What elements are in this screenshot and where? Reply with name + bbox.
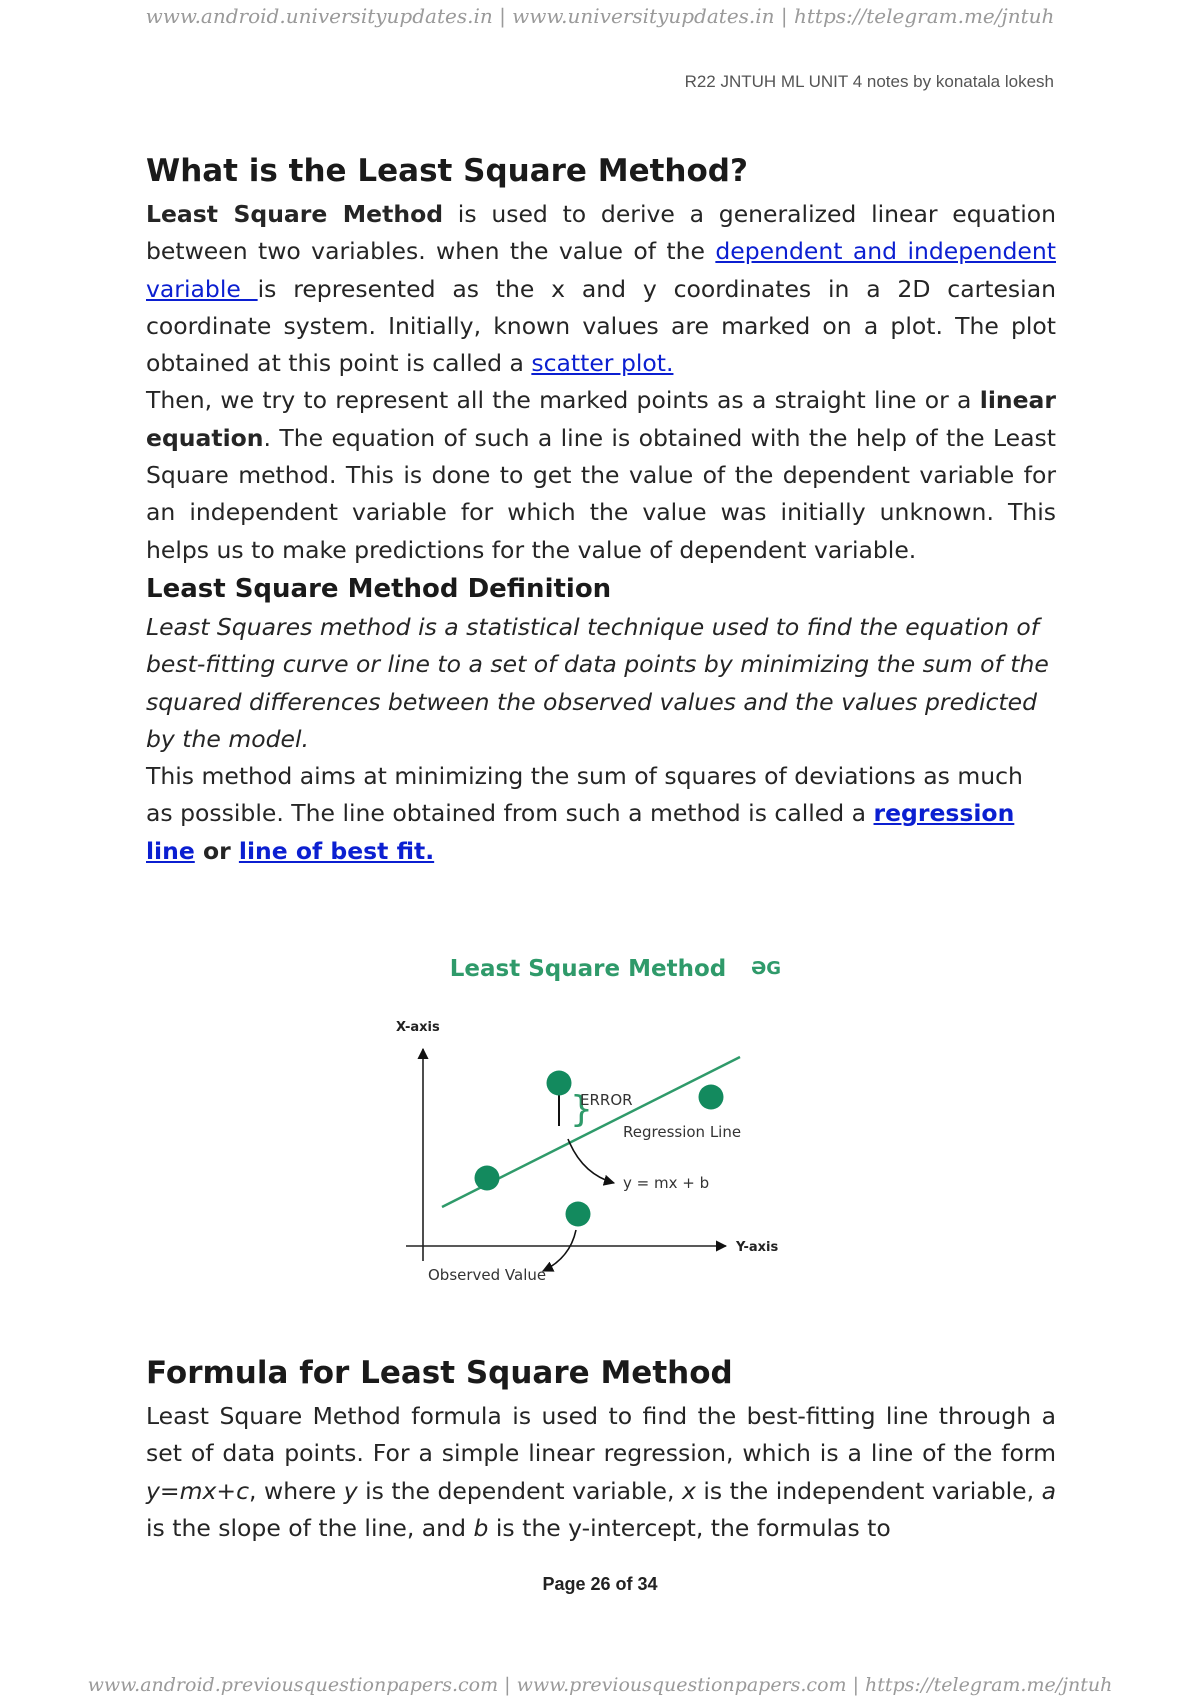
- data-point: [566, 1202, 591, 1227]
- watermark-top: www.android.universityupdates.in | www.universityupdates.in | https://telegram.me/jntuh: [145, 4, 1055, 28]
- formula-text-5: is the slope of the line, and: [146, 1513, 474, 1542]
- var-x: x: [681, 1476, 696, 1505]
- equation-label: y = mx + b: [623, 1174, 710, 1193]
- formula-text-1: Least Square Method formula is used to find the best-fitting line through a set of data points. For a simple linear regression, which is a line of the form: [146, 1402, 1056, 1468]
- brand-logo-icon: ƏG: [750, 958, 782, 980]
- intro-paragraph: [146, 196, 1056, 382]
- error-label: ERROR: [580, 1091, 633, 1110]
- formula-text-6: is the y-intercept, the formulas to: [488, 1513, 891, 1542]
- error-brace: }: [570, 1089, 593, 1131]
- watermark-bottom: www.android.previousquestionpapers.com | www.previousquestionpapers.com | https://telegram.me/jntuh: [87, 1674, 1113, 1696]
- formula-text-2: , where: [249, 1476, 344, 1505]
- figure-title: Least Square Method: [449, 956, 727, 983]
- linear-equation-paragraph: [146, 382, 1056, 568]
- observed-value-label: Observed Value: [428, 1266, 547, 1285]
- page-content: [146, 146, 1056, 1547]
- x-axis-label: X-axis: [396, 1020, 440, 1036]
- link-scatter-plot[interactable]: scatter plot.: [531, 349, 674, 378]
- formula-text-4: is the independent variable,: [695, 1476, 1042, 1505]
- formula-section: [146, 1348, 1056, 1547]
- term-linear-equation: linear equation: [146, 386, 1056, 452]
- data-point: [699, 1085, 724, 1110]
- formula-paragraph: [146, 1398, 1056, 1547]
- formula-form: y=mx+c: [146, 1476, 250, 1505]
- var-y: y: [343, 1476, 358, 1505]
- observed-value-arrow: [543, 1230, 576, 1271]
- data-point: [547, 1071, 572, 1096]
- regression-paragraph: [146, 758, 1056, 870]
- page-number: Page 26 of 34: [542, 1574, 658, 1594]
- data-point: [475, 1166, 500, 1191]
- link-dependent-independent-variable[interactable]: dependent and independent variable: [146, 237, 1056, 303]
- link-line-of-best-fit[interactable]: line of best fit.: [238, 836, 435, 865]
- least-square-diagram: [396, 946, 816, 1316]
- definition-heading: Least Square Method Definition: [146, 573, 612, 604]
- term-least-square-method: Least Square Method: [146, 200, 444, 228]
- formula-section-title: Formula for Least Square Method: [146, 1355, 733, 1392]
- definition-text: Least Squares method is a statistical technique used to find the equation of best-fitting curve or line to a set of data points by minimizing the sum of the squared differences between the observed values and the values predicted by the model.: [146, 612, 1049, 753]
- intro-text-2: is represented as the x and y coordinates in a 2D cartesian coordinate system. Initially, known values are marked on a plot. The plot obtained at this point is called a: [146, 274, 1056, 378]
- document-header: R22 JNTUH ML UNIT 4 notes by konatala lokesh: [684, 72, 1054, 91]
- intro-text-1: is used to derive a generalized linear equation between two variables. when the value of the: [146, 200, 1056, 266]
- formula-text-3: is the dependent variable,: [357, 1476, 682, 1505]
- link-regression-line[interactable]: regression line: [146, 799, 1015, 865]
- var-b: b: [473, 1513, 489, 1542]
- equation-arrow: [568, 1139, 614, 1183]
- linear-text-1: Then, we try to represent all the marked points as a straight line or a: [146, 386, 980, 415]
- connector-or: or: [194, 836, 239, 865]
- regression-text: This method aims at minimizing the sum of squares of deviations as much as possible. The line obtained from such a method is called a: [146, 762, 1023, 828]
- linear-text-2: . The equation of such a line is obtained with the help of the Least Square method. This is done to get the value of the dependent variable for an independent variable for which the value was initially unknown. This helps us to make predictions for the value of dependent variable.: [146, 423, 1056, 564]
- regression-line-label: Regression Line: [623, 1123, 742, 1142]
- var-a: a: [1041, 1476, 1056, 1505]
- y-axis-label: Y-axis: [736, 1240, 779, 1256]
- section-title-least-square: What is the Least Square Method?: [146, 153, 748, 189]
